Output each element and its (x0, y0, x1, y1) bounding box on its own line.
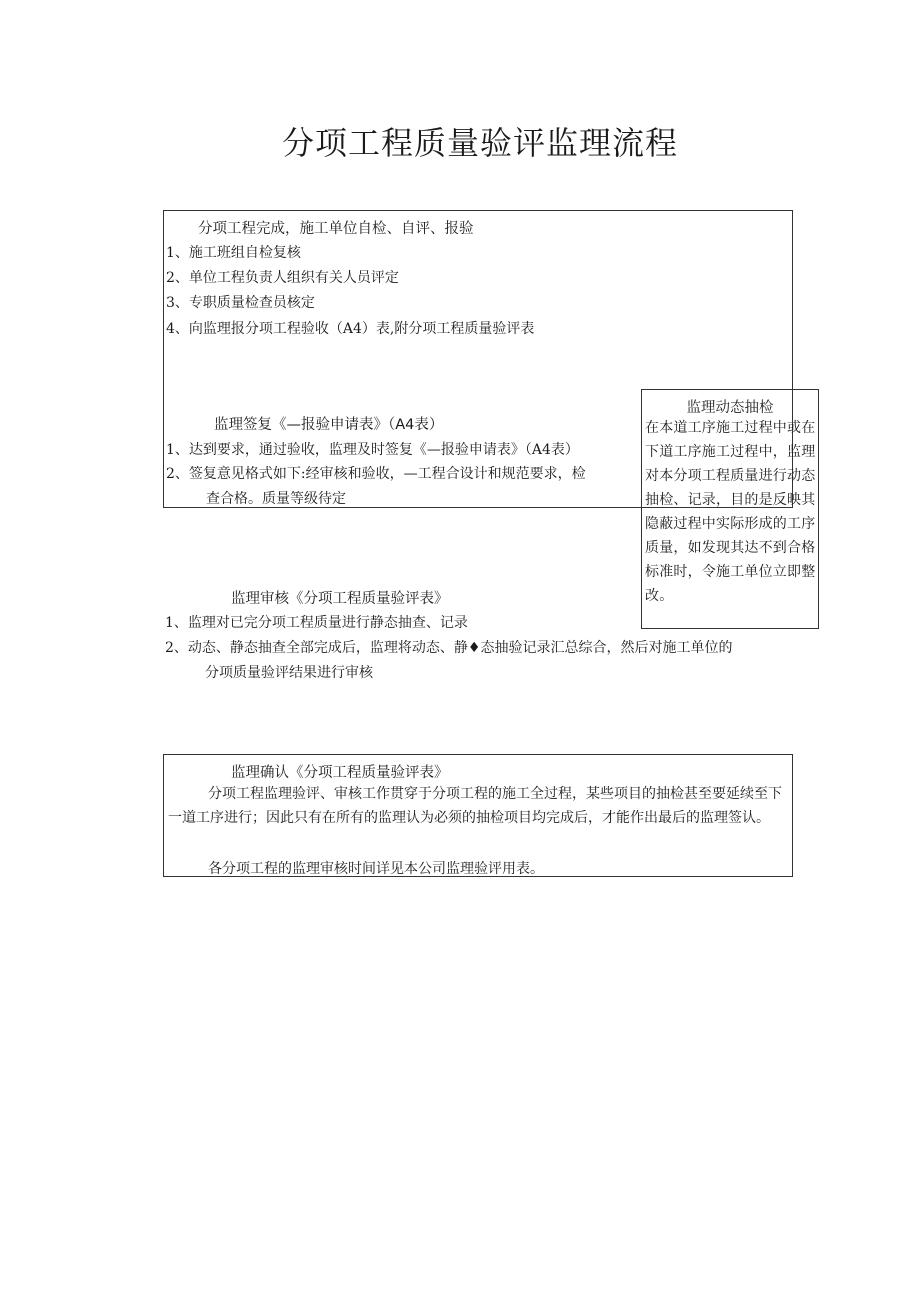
reply-heading: 监理签复《—报验申请表》（A4表） (214, 417, 444, 433)
dynamic-inspection-box (641, 389, 819, 629)
confirmation-box (163, 754, 793, 877)
list-item: 3、专职质量检查员核定 (166, 295, 315, 311)
list-item: 1、达到要求，通过验收，监理及时签复《—报验申请表》（A4表） (166, 442, 579, 458)
dynamic-inspection-heading: 监理动态抽检 (686, 400, 774, 416)
dynamic-inspection-text: 在本道工序施工过程中或在下道工序施工过程中，监理对本分项工程质量进行动态抽检、记录，目的是反映其隐蔽过程中实际形成的工序质量，如发现其达不到合格标准时，令施工单位立即整改。 (645, 420, 816, 604)
list-item: 2、单位工程负责人组织有关人员评定 (166, 270, 399, 286)
list-item: 1、施工班组自检复核 (166, 245, 301, 261)
list-item: 2、签复意见格式如下:经审核和验收，—工程合设计和规范要求，检 (166, 466, 586, 482)
list-item-continuation: 分项质量验评结果进行审核 (205, 665, 373, 681)
confirmation-paragraph: 分项工程监理验评、审核工作贯穿于分项工程的施工全过程，某些项目的抽检甚至要延续至下一道工序进行；因此只有在所有的监理认为必须的抽检项目均完成后，才能作出最后的监理签认。 (168, 786, 782, 826)
list-item: 2、动态、静态抽查全部完成后，监理将动态、静♦态抽验记录汇总综合，然后对施工单位的 (165, 640, 733, 656)
list-item-continuation: 查合格。质量等级待定 (206, 491, 346, 507)
page-title: 分项工程质量验评监理流程 (281, 124, 678, 162)
list-item: 1、监理对已完分项工程质量进行静态抽查、记录 (165, 615, 468, 631)
review-heading: 监理审核《分项工程质量验评表》 (231, 591, 449, 607)
list-item: 4、向监理报分项工程验收（A4）表,附分项工程质量验评表 (166, 321, 535, 337)
confirmation-note: 各分项工程的监理审核时间详见本公司监理验评用表。 (208, 861, 544, 877)
self-inspection-heading: 分项工程完成，施工单位自检、自评、报验 (198, 221, 474, 237)
confirmation-heading: 监理确认《分项工程质量验评表》 (231, 765, 449, 781)
